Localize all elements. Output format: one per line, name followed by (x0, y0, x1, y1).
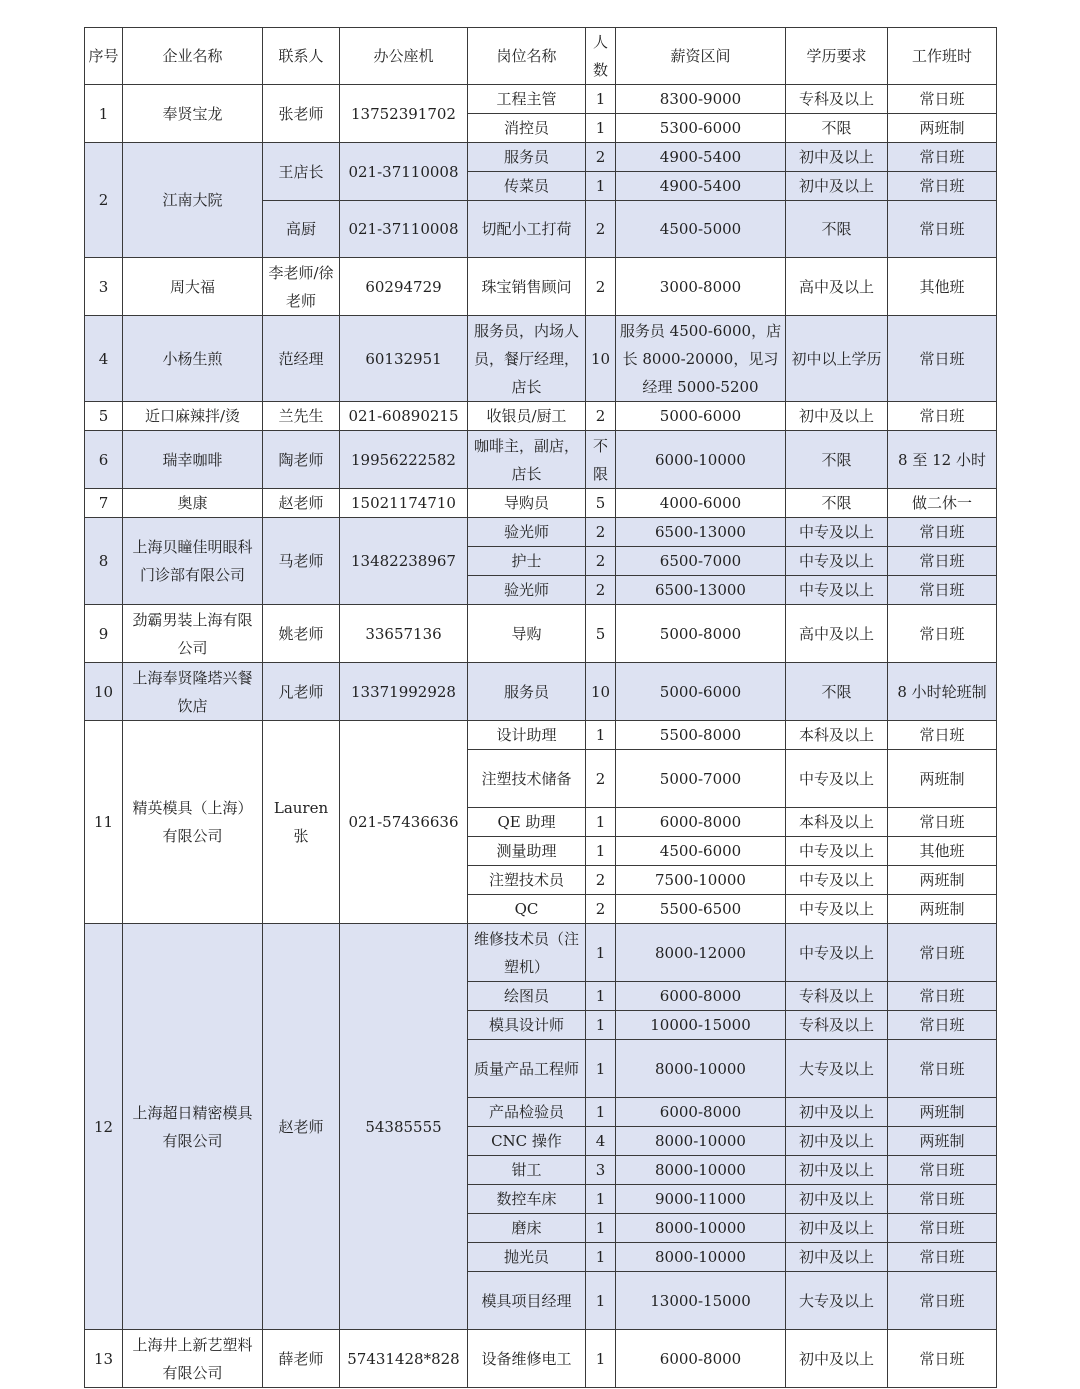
salary-cell: 5500-6500 (616, 895, 786, 924)
count-cell: 1 (586, 85, 616, 114)
count-cell: 1 (586, 1243, 616, 1272)
education-cell: 中专及以上 (786, 518, 888, 547)
header-cell: 学历要求 (786, 28, 888, 85)
education-cell: 高中及以上 (786, 258, 888, 316)
company-cell: 劲霸男装上海有限公司 (123, 605, 263, 663)
company-cell: 上海超日精密模具有限公司 (123, 924, 263, 1330)
shift-cell: 常日班 (888, 1243, 997, 1272)
education-cell: 初中及以上 (786, 143, 888, 172)
table-row (85, 1330, 997, 1388)
shift-cell: 其他班 (888, 837, 997, 866)
salary-cell: 8000-10000 (616, 1040, 786, 1098)
shift-cell: 常日班 (888, 172, 997, 201)
count-cell: 10 (586, 316, 616, 402)
count-cell: 1 (586, 721, 616, 750)
education-cell: 中专及以上 (786, 576, 888, 605)
contact-cell: 张老师 (263, 85, 340, 143)
position-cell: 注塑技术员 (468, 866, 586, 895)
salary-cell: 5500-8000 (616, 721, 786, 750)
phone-cell: 021-37110008 (340, 143, 468, 201)
education-cell: 高中及以上 (786, 605, 888, 663)
contact-cell: 兰先生 (263, 402, 340, 431)
education-cell: 本科及以上 (786, 808, 888, 837)
shift-cell: 常日班 (888, 808, 997, 837)
position-cell: 测量助理 (468, 837, 586, 866)
salary-cell: 6000-8000 (616, 1330, 786, 1388)
education-cell: 大专及以上 (786, 1040, 888, 1098)
education-cell: 本科及以上 (786, 721, 888, 750)
count-cell: 1 (586, 172, 616, 201)
salary-cell: 6000-10000 (616, 431, 786, 489)
salary-cell: 5000-6000 (616, 402, 786, 431)
row-number-cell: 1 (85, 85, 123, 143)
position-cell: 设计助理 (468, 721, 586, 750)
count-cell: 1 (586, 808, 616, 837)
count-cell: 2 (586, 258, 616, 316)
position-cell: 质量产品工程师 (468, 1040, 586, 1098)
salary-cell: 4900-5400 (616, 143, 786, 172)
contact-cell: 高厨 (263, 201, 340, 258)
contact-cell: 凡老师 (263, 663, 340, 721)
header-cell: 人数 (586, 28, 616, 85)
position-cell: 导购员 (468, 489, 586, 518)
position-cell: 模具设计师 (468, 1011, 586, 1040)
count-cell: 2 (586, 866, 616, 895)
shift-cell: 常日班 (888, 402, 997, 431)
salary-cell: 10000-15000 (616, 1011, 786, 1040)
education-cell: 专科及以上 (786, 982, 888, 1011)
salary-cell: 6000-8000 (616, 1098, 786, 1127)
education-cell: 中专及以上 (786, 895, 888, 924)
count-cell: 1 (586, 924, 616, 982)
row-number-cell: 5 (85, 402, 123, 431)
row-number-cell: 3 (85, 258, 123, 316)
header-cell: 序号 (85, 28, 123, 85)
row-number-cell: 9 (85, 605, 123, 663)
education-cell: 初中及以上 (786, 1127, 888, 1156)
job-listing-table (84, 27, 997, 1388)
shift-cell: 常日班 (888, 924, 997, 982)
position-cell: 服务员 (468, 143, 586, 172)
count-cell: 1 (586, 982, 616, 1011)
position-cell: 模具项目经理 (468, 1272, 586, 1330)
count-cell: 10 (586, 663, 616, 721)
header-cell: 岗位名称 (468, 28, 586, 85)
shift-cell: 常日班 (888, 518, 997, 547)
count-cell: 1 (586, 1011, 616, 1040)
shift-cell: 8 至 12 小时 (888, 431, 997, 489)
contact-cell: 李老师/徐老师 (263, 258, 340, 316)
shift-cell: 常日班 (888, 576, 997, 605)
table-row (85, 605, 997, 663)
shift-cell: 常日班 (888, 1330, 997, 1388)
header-cell: 工作班时 (888, 28, 997, 85)
salary-cell: 4900-5400 (616, 172, 786, 201)
shift-cell: 常日班 (888, 1156, 997, 1185)
salary-cell: 5000-6000 (616, 663, 786, 721)
contact-cell: 赵老师 (263, 489, 340, 518)
count-cell: 4 (586, 1127, 616, 1156)
company-cell: 近口麻辣拌/烫 (123, 402, 263, 431)
salary-cell: 4500-6000 (616, 837, 786, 866)
salary-cell: 5000-7000 (616, 750, 786, 808)
education-cell: 中专及以上 (786, 837, 888, 866)
phone-cell: 15021174710 (340, 489, 468, 518)
shift-cell: 常日班 (888, 547, 997, 576)
position-cell: CNC 操作 (468, 1127, 586, 1156)
count-cell: 3 (586, 1156, 616, 1185)
position-cell: 绘图员 (468, 982, 586, 1011)
count-cell: 1 (586, 837, 616, 866)
table-row (85, 258, 997, 316)
phone-cell: 19956222582 (340, 431, 468, 489)
row-number-cell: 4 (85, 316, 123, 402)
table-row (85, 402, 997, 431)
education-cell: 中专及以上 (786, 924, 888, 982)
education-cell: 初中以上学历 (786, 316, 888, 402)
salary-cell: 5000-8000 (616, 605, 786, 663)
position-cell: 验光师 (468, 518, 586, 547)
position-cell: 验光师 (468, 576, 586, 605)
count-cell: 2 (586, 143, 616, 172)
contact-cell: 赵老师 (263, 924, 340, 1330)
shift-cell: 两班制 (888, 895, 997, 924)
row-number-cell: 7 (85, 489, 123, 518)
shift-cell: 做二休一 (888, 489, 997, 518)
table-row (85, 316, 997, 402)
position-cell: 注塑技术储备 (468, 750, 586, 808)
position-cell: QC (468, 895, 586, 924)
salary-cell: 6500-13000 (616, 576, 786, 605)
salary-cell: 8000-10000 (616, 1156, 786, 1185)
shift-cell: 其他班 (888, 258, 997, 316)
education-cell: 中专及以上 (786, 547, 888, 576)
table-row (85, 489, 997, 518)
company-cell: 精英模具（上海）有限公司 (123, 721, 263, 924)
salary-cell: 服务员 4500-6000，店长 8000-20000，见习经理 5000-5200 (616, 316, 786, 402)
education-cell: 不限 (786, 489, 888, 518)
count-cell: 5 (586, 605, 616, 663)
table-row (85, 721, 997, 750)
contact-cell: 马老师 (263, 518, 340, 605)
salary-cell: 9000-11000 (616, 1185, 786, 1214)
education-cell: 初中及以上 (786, 1156, 888, 1185)
shift-cell: 常日班 (888, 1185, 997, 1214)
salary-cell: 8300-9000 (616, 85, 786, 114)
education-cell: 大专及以上 (786, 1272, 888, 1330)
shift-cell: 8 小时轮班制 (888, 663, 997, 721)
table-row (85, 924, 997, 982)
count-cell: 1 (586, 1040, 616, 1098)
shift-cell: 两班制 (888, 1127, 997, 1156)
shift-cell: 常日班 (888, 201, 997, 258)
table-row (85, 663, 997, 721)
shift-cell: 两班制 (888, 114, 997, 143)
salary-cell: 8000-10000 (616, 1243, 786, 1272)
contact-cell: 薛老师 (263, 1330, 340, 1388)
row-number-cell: 11 (85, 721, 123, 924)
table-row (85, 143, 997, 172)
company-cell: 江南大院 (123, 143, 263, 258)
count-cell: 2 (586, 518, 616, 547)
count-cell: 1 (586, 1272, 616, 1330)
shift-cell: 常日班 (888, 721, 997, 750)
company-cell: 小杨生煎 (123, 316, 263, 402)
count-cell: 2 (586, 547, 616, 576)
position-cell: 钳工 (468, 1156, 586, 1185)
header-cell: 企业名称 (123, 28, 263, 85)
education-cell: 不限 (786, 201, 888, 258)
phone-cell: 021-57436636 (340, 721, 468, 924)
salary-cell: 5300-6000 (616, 114, 786, 143)
phone-cell: 021-37110008 (340, 201, 468, 258)
company-cell: 奥康 (123, 489, 263, 518)
row-number-cell: 10 (85, 663, 123, 721)
phone-cell: 13482238967 (340, 518, 468, 605)
shift-cell: 两班制 (888, 750, 997, 808)
header-cell: 联系人 (263, 28, 340, 85)
company-cell: 上海井上新艺塑料有限公司 (123, 1330, 263, 1388)
education-cell: 专科及以上 (786, 1011, 888, 1040)
contact-cell: 陶老师 (263, 431, 340, 489)
education-cell: 不限 (786, 431, 888, 489)
salary-cell: 13000-15000 (616, 1272, 786, 1330)
shift-cell: 常日班 (888, 316, 997, 402)
position-cell: 服务员 (468, 663, 586, 721)
phone-cell: 33657136 (340, 605, 468, 663)
position-cell: 设备维修电工 (468, 1330, 586, 1388)
education-cell: 初中及以上 (786, 1098, 888, 1127)
count-cell: 1 (586, 1330, 616, 1388)
company-cell: 奉贤宝龙 (123, 85, 263, 143)
position-cell: QE 助理 (468, 808, 586, 837)
header-cell: 办公座机 (340, 28, 468, 85)
row-number-cell: 12 (85, 924, 123, 1330)
count-cell: 2 (586, 750, 616, 808)
education-cell: 专科及以上 (786, 85, 888, 114)
company-cell: 瑞幸咖啡 (123, 431, 263, 489)
position-cell: 收银员/厨工 (468, 402, 586, 431)
shift-cell: 两班制 (888, 1098, 997, 1127)
education-cell: 初中及以上 (786, 1243, 888, 1272)
phone-cell: 021-60890215 (340, 402, 468, 431)
shift-cell: 常日班 (888, 982, 997, 1011)
salary-cell: 6000-8000 (616, 982, 786, 1011)
position-cell: 磨床 (468, 1214, 586, 1243)
position-cell: 咖啡主，副店，店长 (468, 431, 586, 489)
contact-cell: Lauren 张 (263, 721, 340, 924)
education-cell: 中专及以上 (786, 750, 888, 808)
contact-cell: 姚老师 (263, 605, 340, 663)
count-cell: 1 (586, 1214, 616, 1243)
shift-cell: 常日班 (888, 143, 997, 172)
education-cell: 初中及以上 (786, 402, 888, 431)
education-cell: 不限 (786, 114, 888, 143)
phone-cell: 54385555 (340, 924, 468, 1330)
position-cell: 数控车床 (468, 1185, 586, 1214)
row-number-cell: 13 (85, 1330, 123, 1388)
company-cell: 周大福 (123, 258, 263, 316)
position-cell: 护士 (468, 547, 586, 576)
table-row (85, 431, 997, 489)
count-cell: 1 (586, 1185, 616, 1214)
shift-cell: 常日班 (888, 1272, 997, 1330)
education-cell: 中专及以上 (786, 866, 888, 895)
shift-cell: 常日班 (888, 1040, 997, 1098)
table-header-row (85, 28, 997, 85)
shift-cell: 常日班 (888, 1011, 997, 1040)
phone-cell: 13752391702 (340, 85, 468, 143)
count-cell: 5 (586, 489, 616, 518)
salary-cell: 4500-5000 (616, 201, 786, 258)
education-cell: 初中及以上 (786, 1330, 888, 1388)
salary-cell: 8000-10000 (616, 1214, 786, 1243)
education-cell: 初中及以上 (786, 1214, 888, 1243)
phone-cell: 60132951 (340, 316, 468, 402)
position-cell: 传菜员 (468, 172, 586, 201)
salary-cell: 6000-8000 (616, 808, 786, 837)
education-cell: 初中及以上 (786, 1185, 888, 1214)
company-cell: 上海贝瞳佳明眼科门诊部有限公司 (123, 518, 263, 605)
row-number-cell: 6 (85, 431, 123, 489)
position-cell: 珠宝销售顾问 (468, 258, 586, 316)
table-row (85, 518, 997, 547)
shift-cell: 常日班 (888, 1214, 997, 1243)
table-row (85, 85, 997, 114)
contact-cell: 范经理 (263, 316, 340, 402)
company-cell: 上海奉贤隆塔兴餐饮店 (123, 663, 263, 721)
position-cell: 导购 (468, 605, 586, 663)
count-cell: 2 (586, 895, 616, 924)
salary-cell: 8000-10000 (616, 1127, 786, 1156)
position-cell: 抛光员 (468, 1243, 586, 1272)
position-cell: 工程主管 (468, 85, 586, 114)
shift-cell: 两班制 (888, 866, 997, 895)
phone-cell: 60294729 (340, 258, 468, 316)
shift-cell: 常日班 (888, 85, 997, 114)
header-cell: 薪资区间 (616, 28, 786, 85)
salary-cell: 4000-6000 (616, 489, 786, 518)
salary-cell: 8000-12000 (616, 924, 786, 982)
position-cell: 切配小工打荷 (468, 201, 586, 258)
count-cell: 2 (586, 402, 616, 431)
count-cell: 1 (586, 114, 616, 143)
salary-cell: 6500-13000 (616, 518, 786, 547)
position-cell: 产品检验员 (468, 1098, 586, 1127)
position-cell: 服务员，内场人员，餐厅经理，店长 (468, 316, 586, 402)
shift-cell: 常日班 (888, 605, 997, 663)
count-cell: 不限 (586, 431, 616, 489)
phone-cell: 57431428*828 (340, 1330, 468, 1388)
count-cell: 1 (586, 1098, 616, 1127)
count-cell: 2 (586, 201, 616, 258)
row-number-cell: 8 (85, 518, 123, 605)
position-cell: 维修技术员（注塑机） (468, 924, 586, 982)
salary-cell: 3000-8000 (616, 258, 786, 316)
count-cell: 2 (586, 576, 616, 605)
education-cell: 初中及以上 (786, 172, 888, 201)
row-number-cell: 2 (85, 143, 123, 258)
position-cell: 消控员 (468, 114, 586, 143)
salary-cell: 7500-10000 (616, 866, 786, 895)
education-cell: 不限 (786, 663, 888, 721)
contact-cell: 王店长 (263, 143, 340, 201)
salary-cell: 6500-7000 (616, 547, 786, 576)
phone-cell: 13371992928 (340, 663, 468, 721)
